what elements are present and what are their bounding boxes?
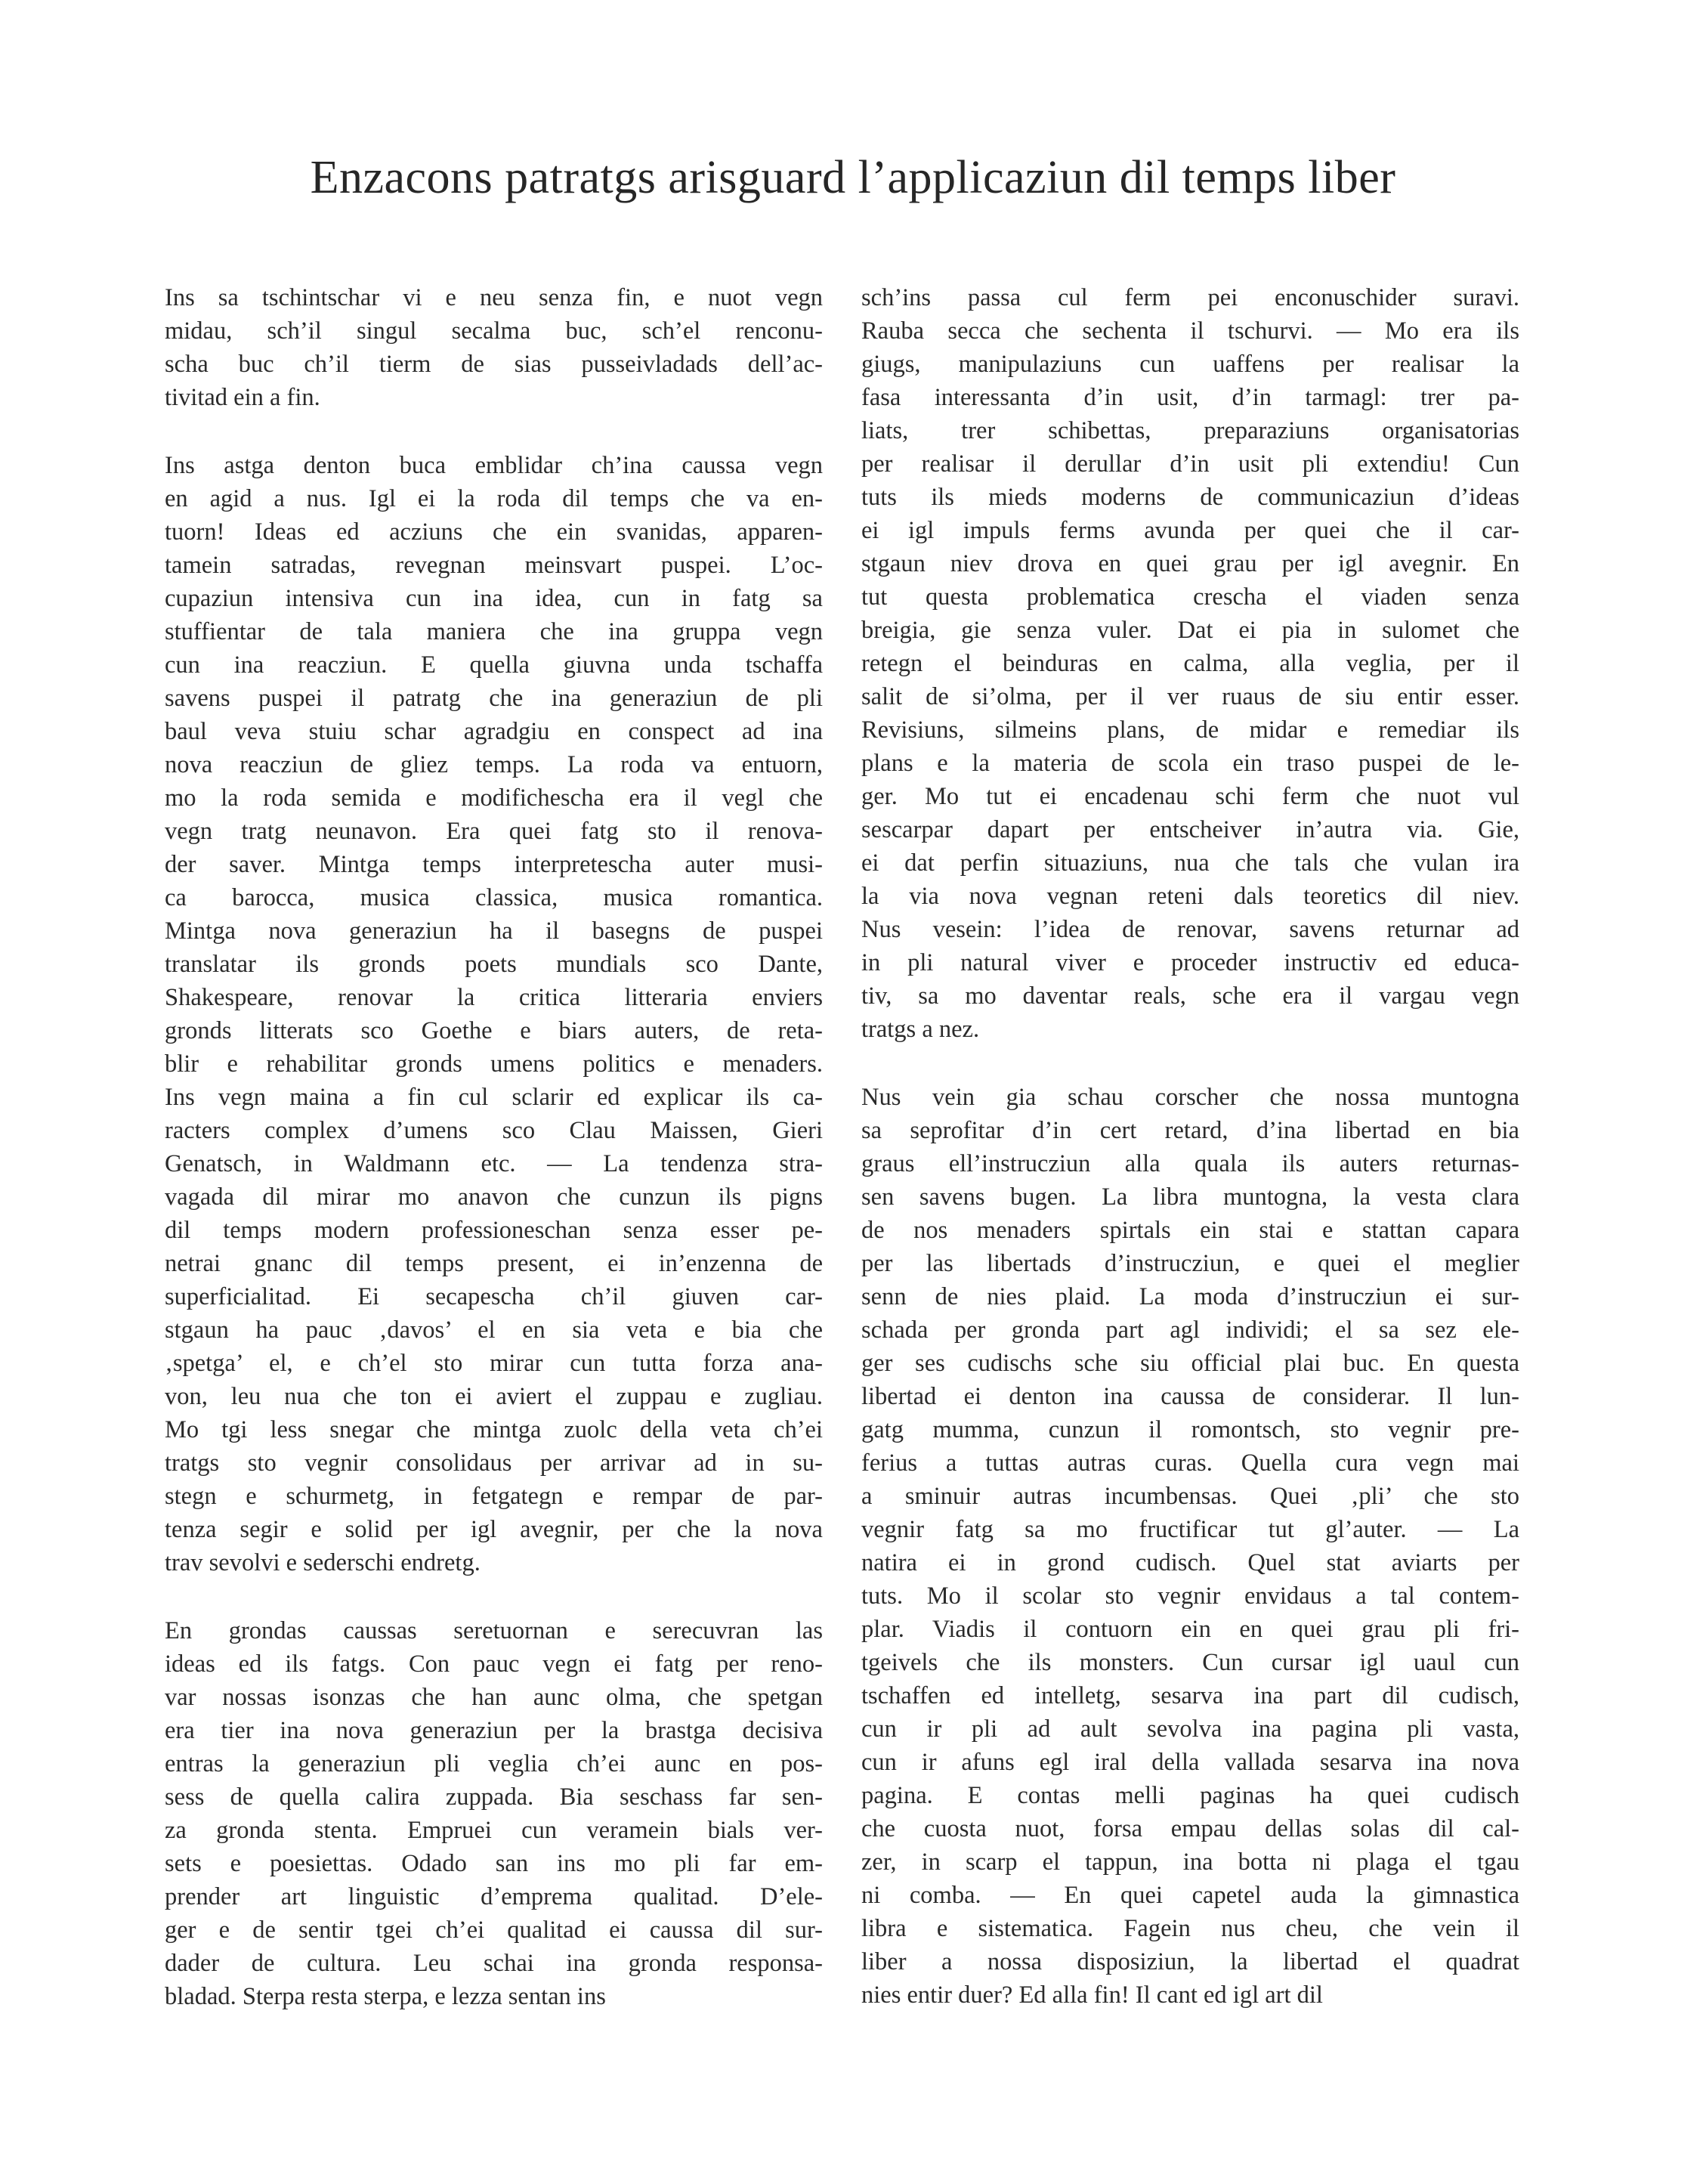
text-line: pagina. E contas melli paginas ha quei cudisch (861, 1782, 1519, 1809)
text-line: dader de cultura. Leu schai ina gronda responsa- (165, 1950, 823, 1977)
text-line: en agid a nus. Igl ei la roda dil temps che va en- (165, 485, 823, 512)
paragraph (165, 449, 823, 1579)
text-line: a sminuir autras incumbensas. Quei ‚pli’ che sto (861, 1483, 1519, 1510)
text-line: breigia, gie senza vuler. Dat ei pia in sulomet che (861, 617, 1519, 644)
text-line: nies entir duer? Ed alla fin! Il cant ed igl art dil (861, 1981, 1323, 2009)
paragraph (165, 1614, 823, 2013)
text-line: Ins sa tschintschar vi e neu senza fin, e nuot vegn (165, 284, 823, 311)
text-line: plar. Viadis il contuorn ein en quei grau pli fri- (861, 1616, 1519, 1643)
text-line: vegn tratg neunavon. Era quei fatg sto il renova- (165, 818, 823, 845)
text-line: cupaziun intensiva cun ina idea, cun in fatg sa (165, 585, 823, 612)
text-line: fasa interessanta d’in usit, d’in tarmagl: trer pa- (861, 384, 1519, 411)
text-line: entras la generaziun pli veglia ch’ei aunc en pos- (165, 1750, 823, 1777)
text-line: tivitad ein a fin. (165, 384, 320, 411)
text-line: tschaffen ed intelletg, sesarva ina part dil cudisch, (861, 1682, 1519, 1709)
text-line: za gronda stenta. Empruei cun veramein bials ver- (165, 1817, 823, 1844)
text-line: prender art linguistic d’emprema qualitad. D’ele- (165, 1883, 823, 1910)
text-line: midau, sch’il singul secalma buc, sch’el renconu- (165, 317, 823, 345)
text-line: En grondas caussas seretuornan e serecuvran las (165, 1617, 823, 1644)
text-line: zer, in scarp el tappun, ina botta ni plaga el tgau (861, 1848, 1519, 1876)
text-line: tratgs sto vegnir consolidaus per arrivar ad in su- (165, 1449, 823, 1477)
text-line: Mo tgi less snegar che mintga zuolc della veta ch’ei (165, 1416, 823, 1443)
text-line: Ins astga denton buca emblidar ch’ina caussa vegn (165, 452, 823, 479)
text-line: la via nova vegnan reteni dals teoretics dil niev. (861, 883, 1519, 910)
text-line: stgaun niev drova en quei grau per igl avegnir. En (861, 550, 1519, 577)
text-line: schada per gronda part agl individi; el sa sez ele- (861, 1316, 1519, 1344)
text-line: per realisar il derullar d’in usit pli extendiu! Cun (861, 450, 1519, 478)
text-line: ferius a tuttas autras curas. Quella cura vegn mai (861, 1449, 1519, 1477)
paragraph (861, 281, 1519, 1046)
text-line: giugs, manipulaziuns cun uaffens per realisar la (861, 351, 1519, 378)
text-line: savens puspei il patratg che ina generaziun de pli (165, 685, 823, 712)
text-line: ger ses cudischs sche siu official plai buc. En questa (861, 1350, 1519, 1377)
left-column (165, 281, 823, 2048)
text-line: baul veva stuiu schar agradgiu en conspect ad ina (165, 718, 823, 745)
text-line: vagada dil mirar mo anavon che cunzun ils pigns (165, 1183, 823, 1211)
text-line: ger e de sentir tgei ch’ei qualitad ei caussa dil sur- (165, 1916, 823, 1944)
text-line: sen savens bugen. La libra muntogna, la vesta clara (861, 1183, 1519, 1211)
text-line: vegnir fatg sa mo fructificar tut gl’auter. — La (861, 1516, 1519, 1543)
text-line: ca barocca, musica classica, musica romantica. (165, 884, 823, 911)
text-line: tamein satradas, revegnan meinsvart puspei. L’oc- (165, 552, 823, 579)
text-line: netrai gnanc dil temps present, ei in’enzenna de (165, 1250, 823, 1277)
text-line: Revisiuns, silmeins plans, de midar e remediar ils (861, 716, 1519, 744)
text-line: sch’ins passa cul ferm pei enconuschider suravi. (861, 284, 1519, 311)
text-line: gronds litterats sco Goethe e biars auters, de reta- (165, 1017, 823, 1044)
text-line: tuts. Mo il scolar sto vegnir envidaus a tal contem- (861, 1582, 1519, 1610)
text-line: var nossas isonzas che han aunc olma, che spetgan (165, 1684, 823, 1711)
text-line: tenza segir e solid per igl avegnir, per che la nova (165, 1516, 823, 1543)
text-line: liber a nossa disposiziun, la libertad el quadrat (861, 1948, 1519, 1975)
text-line: gatg mumma, cunzun il romontsch, sto vegnir pre- (861, 1416, 1519, 1443)
text-line: blir e rehabilitar gronds umens politics e menaders. (165, 1050, 823, 1078)
text-line: tuts ils mieds moderns de communicaziun d’ideas (861, 484, 1519, 511)
text-line: translatar ils gronds poets mundials sco Dante, (165, 951, 823, 978)
text-line: sa seprofitar d’in cert retard, d’ina libertad en bia (861, 1117, 1519, 1144)
right-column (861, 281, 1519, 2046)
text-line: sescarpar dapart per entscheiver in’autra via. Gie, (861, 816, 1519, 843)
paragraph (861, 1081, 1519, 2012)
text-line: mo la roda semida e modifichescha era il vegl che (165, 784, 823, 812)
text-line: retegn el beinduras en calma, alla veglia, per il (861, 650, 1519, 677)
text-line: tratgs a nez. (861, 1016, 980, 1043)
text-line: von, leu nua che ton ei aviert el zuppau e zugliau. (165, 1383, 823, 1410)
text-line: graus ell’instrucziun alla quala ils auters returnas- (861, 1150, 1519, 1177)
text-line: per las libertads d’instrucziun, e quei el meglier (861, 1250, 1519, 1277)
text-line: cun ina reacziun. E quella giuvna unda tschaffa (165, 651, 823, 679)
text-line: der saver. Mintga temps interpretescha auter musi- (165, 851, 823, 878)
text-line: Nus vesein: l’idea de renovar, savens returnar ad (861, 916, 1519, 943)
paragraph (165, 281, 823, 414)
text-line: in pli natural viver e proceder instructiv ed educa- (861, 949, 1519, 976)
text-line: plans e la materia de scola ein traso puspei de le- (861, 750, 1519, 777)
text-line: tgeivels che ils monsters. Cun cursar igl uaul cun (861, 1649, 1519, 1676)
text-line: sets e poesiettas. Odado san ins mo pli far em- (165, 1850, 823, 1877)
text-line: cun ir afuns egl iral della vallada sesarva ina nova (861, 1749, 1519, 1776)
text-line: stuffientar de tala maniera che ina gruppa vegn (165, 618, 823, 645)
text-line: stgaun ha pauc ‚davos’ el en sia veta e bia che (165, 1316, 823, 1344)
text-line: Shakespeare, renovar la critica litteraria enviers (165, 984, 823, 1011)
text-line: libertad ei denton ina caussa de considerar. Il lun- (861, 1383, 1519, 1410)
text-line: libra e sistematica. Fagein nus cheu, che vein il (861, 1915, 1519, 1942)
text-line: dil temps modern professioneschan senza esser pe- (165, 1217, 823, 1244)
text-line: ideas ed ils fatgs. Con pauc vegn ei fatg per reno- (165, 1650, 823, 1678)
text-line: trav sevolvi e sederschi endretg. (165, 1549, 481, 1576)
text-line: nova reacziun de gliez temps. La roda va entuorn, (165, 751, 823, 778)
text-line: era tier ina nova generaziun per la brastga decisiva (165, 1717, 823, 1744)
text-line: sess de quella calira zuppada. Bia seschass far sen- (165, 1783, 823, 1811)
text-line: ‚spetga’ el, e ch’el sto mirar cun tutta forza ana- (165, 1350, 823, 1377)
text-line: racters complex d’umens sco Clau Maissen, Gieri (165, 1117, 823, 1144)
text-line: ger. Mo tut ei encadenau schi ferm che nuot vul (861, 783, 1519, 810)
text-line: ei dat perfin situaziuns, nua che tals che vulan ira (861, 849, 1519, 877)
text-line: scha buc ch’il tierm de sias pusseivladads dell’ac- (165, 351, 823, 378)
text-line: cun ir pli ad ault sevolva ina pagina pli vasta, (861, 1715, 1519, 1743)
text-line: superficialitad. Ei secapescha ch’il giuven car- (165, 1283, 823, 1310)
text-line: Ins vegn maina a fin cul sclarir ed explicar ils ca- (165, 1084, 823, 1111)
text-line: Mintga nova generaziun ha il basegns de puspei (165, 917, 823, 945)
text-line: senn de nies plaid. La moda d’instrucziun ei sur- (861, 1283, 1519, 1310)
page-title: Enzacons patratgs arisguard l’applicaziun dil temps liber (310, 152, 1396, 203)
text-line: tut questa problematica crescha el viaden senza (861, 583, 1519, 611)
text-line: tuorn! Ideas ed acziuns che ein svanidas, apparen- (165, 518, 823, 546)
text-line: Rauba secca che sechenta il tschurvi. — Mo era ils (861, 317, 1519, 345)
text-line: natira ei in grond cudisch. Quel stat aviarts per (861, 1549, 1519, 1576)
text-line: Genatsch, in Waldmann etc. — La tendenza stra- (165, 1150, 823, 1177)
text-line: tiv, sa mo daventar reals, sche era il vargau vegn (861, 982, 1519, 1010)
text-line: de nos menaders spirtals ein stai e stattan capara (861, 1217, 1519, 1244)
text-line: ni comba. — En quei capetel auda la gimnastica (861, 1882, 1519, 1909)
text-line: ei igl impuls ferms avunda per quei che il car- (861, 517, 1519, 544)
text-line: Nus vein gia schau corscher che nossa muntogna (861, 1084, 1519, 1111)
text-line: bladad. Sterpa resta sterpa, e lezza sentan ins (165, 1983, 606, 2010)
text-line: che cuosta nuot, forsa empau dellas solas dil cal- (861, 1815, 1519, 1842)
text-line: stegn e schurmetg, in fetgategn e rempar de par- (165, 1483, 823, 1510)
text-line: salit de si’olma, per il ver ruaus de siu entir esser. (861, 683, 1519, 710)
text-line: liats, trer schibettas, preparaziuns organisatorias (861, 417, 1519, 444)
